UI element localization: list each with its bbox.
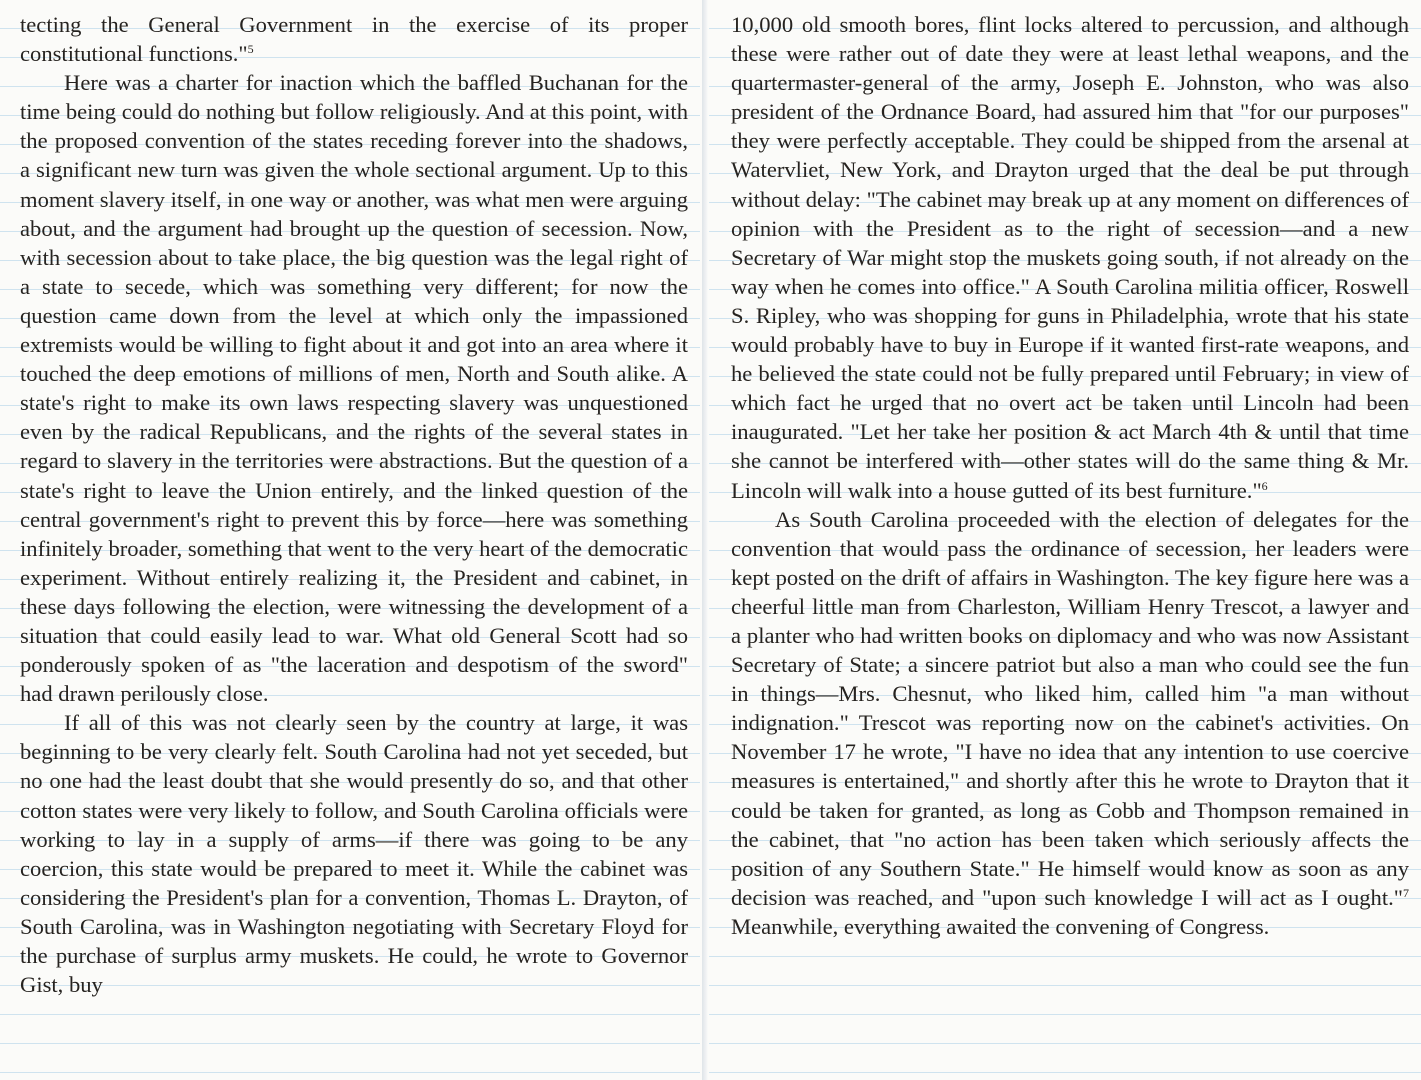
paragraph-text: 10,000 old smooth bores, flint locks altered to percussion, and although these were rather out of date they were at least lethal weapons, and the quartermaster-general of the army, Joseph E. Johnston, who was also president of the Ordnance Board, had assured him that "for our purposes" they were perfectly acceptable. They could be shipped from the arsenal at Watervliet, New York, and Drayton urged that the deal be put through without delay: "The cabinet may break up at any moment on differences of opinion with the President as to the right of secession—and a new Secretary of War might stop the muskets going south, if not already on the way when he comes into office." A South Carolina militia officer, Roswell S. Ripley, who was shopping for guns in Philadelphia, wrote that his state would probably have to buy in Europe if it wanted first-rate weapons, and he believed the state could not be fully prepared until February; in view of which fact he urged that no overt act be taken until Lincoln had been inaugurated. "Let her take her position & act March 4th & until that time she cannot be interfered with—other states will do the same thing & Mr. Lincoln will walk into a house gutted of its best furniture." — [731, 12, 1409, 503]
paragraph-text: tecting the General Government in the exercise of its proper constitutional functions." — [20, 12, 688, 67]
footnote-marker: 7 — [1403, 885, 1409, 900]
footnote-marker: 5 — [247, 42, 254, 57]
paragraph — [731, 10, 1409, 505]
paragraph — [20, 10, 688, 68]
paragraph-text: Meanwhile, everything awaited the convening of Congress. — [731, 913, 1270, 939]
paragraph: If all of this was not clearly seen by the country at large, it was beginning to be very clearly felt. South Carolina had not yet seceded, but no one had the least doubt that she would presently do so, and that other cotton states were very likely to follow, and South Carolina officials were working to lay in a supply of arms—if there was going to be any coercion, this state would be prepared to meet it. While the cabinet was considering the President's plan for a convention, Thomas L. Drayton, of South Carolina, was in Washington negotiating with Secretary Floyd for the purchase of surplus army muskets. He could, he wrote to Governor Gist, buy — [20, 710, 688, 998]
footnote-marker: 6 — [1261, 478, 1268, 493]
right-text-column — [731, 10, 1409, 941]
left-text-column — [20, 10, 688, 999]
paragraph — [731, 505, 1409, 941]
right-page-scan — [709, 0, 1421, 1080]
left-page-scan — [0, 0, 702, 1080]
paragraph: Here was a charter for inaction which the baffled Buchanan for the time being could do nothing but follow religiously. And at this point, with the proposed convention of the states receding forever into the shadows, a significant new turn was given the whole sectional argument. Up to this moment slavery itself, in one way or another, was what men were arguing about, and the argument had brought up the question of secession. Now, with secession about to take place, the big question was the legal right of a state to secede, which was something very different; for now the question came down from the level at which only the impassioned extremists would be willing to fight about it and got into an area where it touched the deep emotions of millions of men, North and South alike. A state's right to make its own laws respecting slavery was unquestioned even by the radical Republicans, and the rights of the several states in regard to slavery in the territories were abstractions. But the question of a state's right to leave the Union entirely, and the linked question of the central government's right to prevent this by force—here was something infinitely broader, something that went to the very heart of the democratic experiment. Without entirely realizing it, the President and cabinet, in these days following the election, were witnessing the development of a situation that could easily lead to war. What old General Scott had so ponderously spoken of as "the laceration and despotism of the sword" had drawn perilously close. — [20, 70, 688, 707]
paragraph-text: As South Carolina proceeded with the election of delegates for the convention that would pass the ordinance of secession, her leaders were kept posted on the drift of affairs in Washington. The key figure here was a cheerful little man from Charleston, William Henry Trescot, a lawyer and a planter who had written books on diplomacy and who was now Assistant Secretary of State; a sincere patriot but also a man who could see the fun in things—Mrs. Chesnut, who liked him, called him "a man without indignation." Trescot was reporting now on the cabinet's activities. On November 17 he wrote, "I have no idea that any intention to use coercive measures is entertained," and shortly after this he wrote to Drayton that it could be taken for granted, as long as Cobb and Thompson remained in the cabinet, that "no action has been taken which seriously affects the position of any Southern State." He himself would know as soon as any decision was reached, and "upon such knowledge I will act as I ought." — [731, 506, 1409, 910]
